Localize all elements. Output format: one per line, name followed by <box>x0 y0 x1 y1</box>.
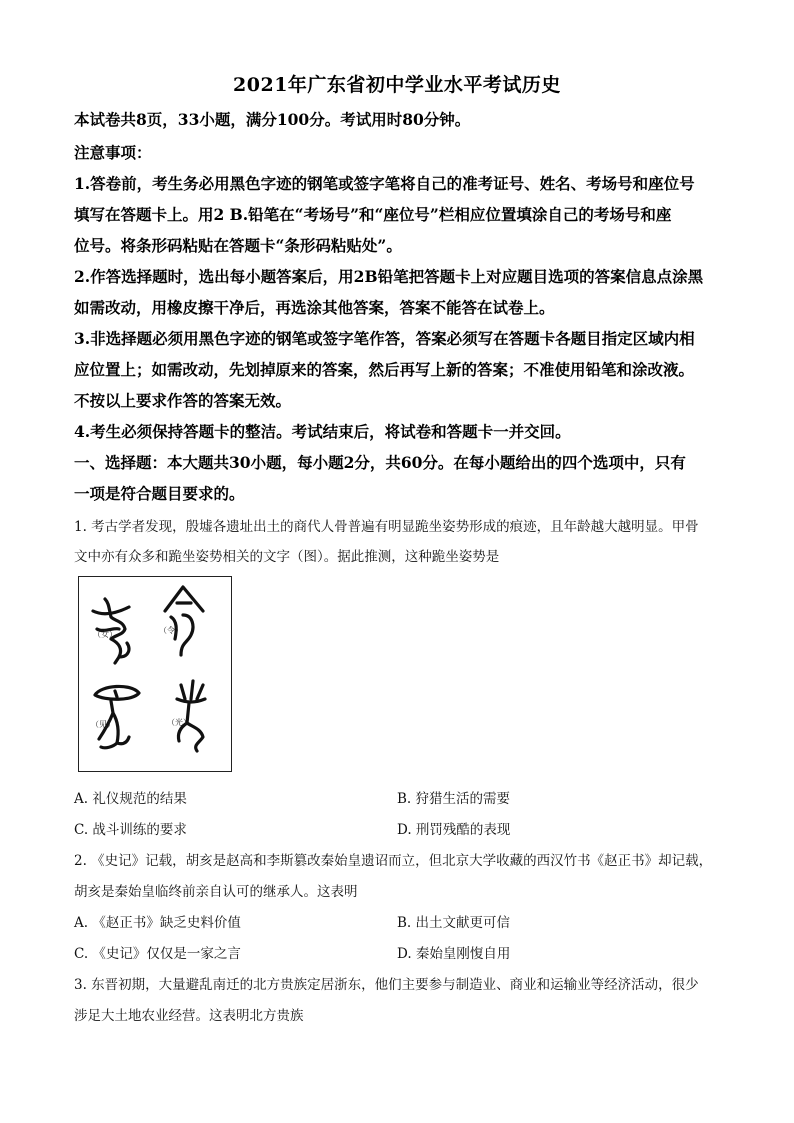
question-3-stem-line-2: 涉足大土地农业经营。这表明北方贵族 <box>74 1008 304 1024</box>
question-2-stem-line-1: 2. 《史记》记载，胡亥是赵高和李斯篡改秦始皇遗诏而立，但北京大学收藏的西汉竹书《赵正书》却记载， <box>74 853 713 869</box>
note-3-line-3: 不按以上要求作答的答案无效。 <box>74 391 292 410</box>
question-1-option-b: B. 狩猎生活的需要 <box>397 791 511 807</box>
note-1-line-2: 填写在答题卡上。用2 B.铅笔在“考场号”和“座位号”栏相应位置填涂自己的考场号和座 <box>74 205 672 224</box>
note-3-line-1: 3.非选择题必须用黑色字迹的钢笔或签字笔作答，答案必须写在答题卡各题目指定区域内相 <box>74 329 695 348</box>
caption-guang: （光） <box>167 718 191 727</box>
notes-heading: 注意事项： <box>74 143 152 162</box>
question-2-option-b: B. 出土文献更可信 <box>397 915 511 931</box>
note-1-line-1: 1.答卷前，考生务必用黑色字迹的钢笔或签字笔将自己的准考证号、姓名、考场号和座位号 <box>74 174 695 193</box>
oracle-bone-figure <box>78 576 232 772</box>
question-1-stem-line-2: 文中亦有众多和跪坐姿势相关的文字（图）。据此推测，这种跪坐姿势是 <box>74 549 500 565</box>
glyph-guang-icon <box>177 681 205 751</box>
question-1-option-a: A. 礼仪规范的结果 <box>74 791 187 807</box>
question-1-stem-line-1: 1. 考古学者发现，殷墟各遗址出土的商代人骨普遍有明显跪坐姿势形成的痕迹，且年龄越大越明显。甲骨 <box>74 519 699 535</box>
question-2-option-d: D. 秦始皇刚愎自用 <box>397 946 511 962</box>
note-4: 4.考生必须保持答题卡的整洁。考试结束后，将试卷和答题卡一并交回。 <box>74 422 571 441</box>
note-2-line-1: 2.作答选择题时，选出每小题答案后，用2B铅笔把答题卡上对应题目选项的答案信息点涂黑 <box>74 267 704 286</box>
section-1-heading-line-2: 一项是符合题目要求的。 <box>74 484 245 503</box>
question-1-option-d: D. 刑罚残酷的表现 <box>397 822 511 838</box>
oracle-bone-glyphs <box>79 577 231 771</box>
glyph-ling-icon <box>165 587 203 655</box>
section-1-heading-line-1: 一、选择题：本大题共30小题，每小题2分，共60分。在每小题给出的四个选项中，只有 <box>74 453 686 472</box>
caption-jian: （见） <box>91 720 115 729</box>
question-2-option-c: C. 《史记》仅仅是一家之言 <box>74 946 241 962</box>
caption-ling: （令） <box>159 626 183 635</box>
question-3-stem-line-1: 3. 东晋初期，大量避乱南迁的北方贵族定居浙东，他们主要参与制造业、商业和运输业等经济活动，很少 <box>74 977 699 993</box>
note-1-line-3: 位号。将条形码粘贴在答题卡“条形码粘贴处”。 <box>74 236 402 255</box>
exam-intro: 本试卷共8页，33小题，满分100分。考试用时80分钟。 <box>74 110 471 129</box>
caption-nu: （女） <box>93 630 117 639</box>
note-3-line-2: 应位置上；如需改动，先划掉原来的答案，然后再写上新的答案；不准使用铅笔和涂改液。 <box>74 360 695 379</box>
note-2-line-2: 如需改动，用橡皮擦干净后，再选涂其他答案，答案不能答在试卷上。 <box>74 298 555 317</box>
question-2-option-a: A. 《赵正书》缺乏史料价值 <box>74 915 241 931</box>
question-2-stem-line-2: 胡亥是秦始皇临终前亲自认可的继承人。这表明 <box>74 884 358 900</box>
glyph-jian-icon <box>95 686 139 747</box>
exam-title: 2021年广东省初中学业水平考试历史 <box>233 74 561 96</box>
question-1-option-c: C. 战斗训练的要求 <box>74 822 187 838</box>
